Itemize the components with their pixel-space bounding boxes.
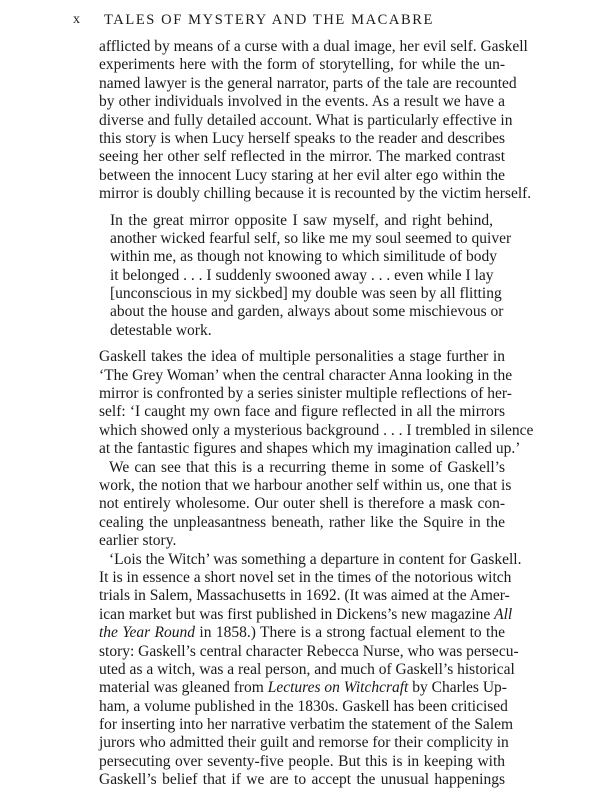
paragraph-2 (99, 348, 534, 458)
text-run: by Charles Up- (408, 679, 507, 697)
page-number: x (73, 12, 81, 27)
text-line: self: ‘I caught my own face and figure reflected in all the mirrors (99, 403, 505, 421)
text-line: earlier story. (99, 532, 177, 550)
quote-line: about the house and garden, always about some mischievous or (110, 303, 504, 321)
text-line: named lawyer is the general narrator, parts of the tale are recounted (99, 74, 517, 92)
quote-line: it belonged . . . I suddenly swooned away . . . even while I lay (110, 266, 494, 284)
text-line: ‘The Grey Woman’ when the central character Anna looking in the (99, 366, 513, 384)
text-line: by other individuals involved in the events. As a result we have a (99, 93, 505, 111)
text-run: ican market but was first published in Dickens’s new magazine (99, 605, 491, 623)
text-line: ham, a volume published in the 1830s. Gaskell has been criticised (99, 697, 508, 715)
quote-line: detestable work. (110, 321, 212, 339)
text-line: persecuting over seventy-five people. But this is in keeping with (99, 752, 505, 770)
running-head: TALES OF MYSTERY AND THE MACABRE (104, 12, 434, 28)
text-run: in 1858.) There is a strong factual element to the (195, 624, 505, 642)
text-line: We can see that this is a recurring theme in some of Gaskell’s (109, 458, 505, 476)
text-line: Gaskell takes the idea of multiple personalities a stage further in (99, 348, 505, 366)
italic-title: All (494, 605, 513, 623)
body-text (99, 38, 534, 790)
text-line: mirror is doubly chilling because it is recounted by the victim herself. (99, 185, 532, 203)
text-line: It is in essence a short novel set in the times of the notorious witch (99, 568, 512, 586)
text-line: trials in Salem, Massachusetts in 1692. (It was aimed at the Amer- (99, 587, 510, 605)
text-line: experiments here with the form of storytelling, for while the un- (99, 56, 505, 74)
text-line: this story is when Lucy herself speaks to the reader and describes (99, 129, 505, 147)
text-line: which showed only a mysterious background . . . I trembled in silence (99, 421, 534, 439)
text-line: for inserting into her narrative verbatim the statement of the Salem (99, 716, 514, 734)
text-line: work, the notion that we harbour another self within us, one that is (99, 476, 512, 494)
quote-line: [unconscious in my sickbed] my double was seen by all flitting (110, 285, 502, 303)
paragraph-1 (99, 38, 532, 204)
text-line: diverse and fully detailed account. What is particularly effective in (99, 111, 513, 129)
text-line (99, 605, 513, 624)
text-line: seeing her other self reflected in the mirror. The marked contrast (99, 148, 505, 166)
text-line (99, 679, 505, 697)
quote-line: within me, as though not knowing to which similitude of body (110, 248, 498, 266)
text-line: ‘Lois the Witch’ was something a departure in content for Gaskell. (109, 550, 522, 568)
paragraph-4 (99, 550, 522, 790)
quote-line: another wicked fearful self, so like me my soul seemed to quiver (110, 229, 512, 247)
italic-title: the Year Round (99, 624, 196, 642)
text-line: jurors who admitted their guilt and remorse for their complicity in (99, 734, 509, 752)
text-line: at the fantastic figures and shapes which my imagination called up.’ (99, 440, 521, 458)
italic-title: Lectures on Witchcraft (267, 679, 409, 697)
text-line: afflicted by means of a curse with a dual image, her evil self. Gaskell (99, 38, 528, 55)
text-line: uted as a witch, was a real person, and much of Gaskell’s historical (99, 660, 515, 678)
text-line: Gaskell’s belief that if we are to accept the unusual happenings (99, 771, 505, 789)
text-line: story: Gaskell’s central character Rebecca Nurse, who was persecu- (99, 642, 519, 660)
text-run: material was gleaned from (99, 679, 264, 697)
block-quote (110, 211, 512, 341)
text-line: cealing the unpleasantness beneath, rather like the Squire in the (99, 513, 505, 531)
quote-line: In the great mirror opposite I saw myself, and right behind, (110, 211, 493, 229)
page-header (73, 12, 533, 32)
text-line: mirror is confronted by a series sinister multiple reflections of her- (99, 385, 512, 403)
text-line: between the innocent Lucy staring at her evil alter ego within the (99, 166, 505, 184)
paragraph-3 (99, 458, 512, 551)
text-line: not entirely wholesome. Our outer shell is therefore a mask con- (99, 495, 505, 513)
text-line (99, 624, 505, 642)
